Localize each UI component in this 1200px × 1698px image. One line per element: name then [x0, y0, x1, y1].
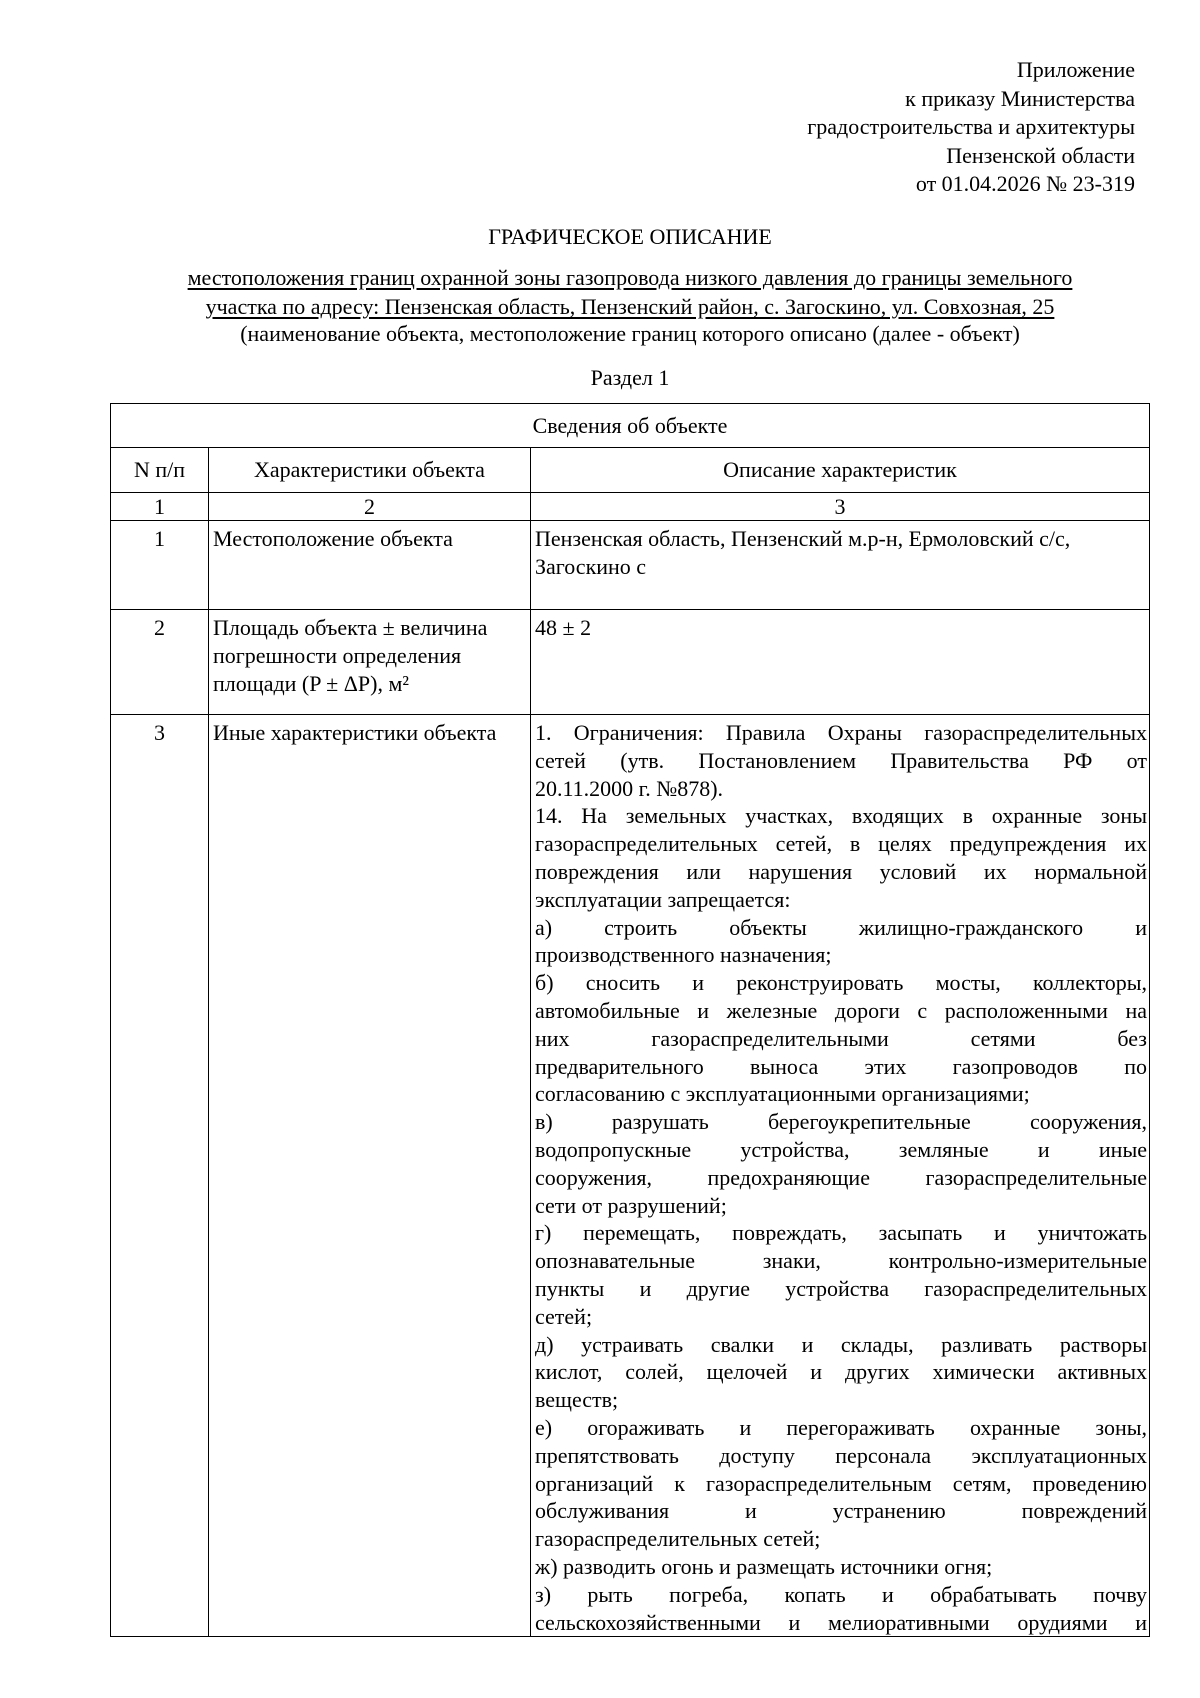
column-numbers-row: [111, 493, 1150, 521]
description-line: газораспределительных сетей;: [535, 1526, 821, 1552]
description-line: организаций к газораспределительным сетям, проведению: [535, 1470, 1147, 1496]
description-line: сооружения, предохраняющие газораспределительные: [535, 1164, 1147, 1190]
row-characteristic: [209, 610, 531, 715]
header-line: Приложение: [1016, 57, 1135, 82]
description-line: автомобильные и железные дороги с расположенными на: [535, 997, 1147, 1023]
description-line: 20.11.2000 г. №878).: [535, 775, 724, 801]
object-name-note: (наименование объекта, местоположение границ которого описано (далее - объект): [240, 321, 1020, 346]
description-line: сети от разрушений;: [535, 1192, 727, 1218]
description-line: препятствовать доступу персонала эксплуатационных: [535, 1442, 1147, 1468]
description-line: водопропускные устройства, земляные и иные: [535, 1136, 1147, 1162]
description-line: сетей;: [535, 1303, 593, 1329]
column-number: 1: [111, 493, 209, 521]
characteristic-line: погрешности определения: [213, 642, 462, 668]
description-line: них газораспределительными сетями без: [535, 1025, 1147, 1051]
description-line: г) перемещать, повреждать, засыпать и уничтожать: [535, 1220, 1147, 1246]
description-line: производственного назначения;: [535, 942, 832, 968]
subtitle-line: местоположения границ охранной зоны газопровода низкого давления до границы земельного: [187, 265, 1073, 290]
description-line: пункты и другие устройства газораспределительных: [535, 1275, 1147, 1301]
row-number: 1: [111, 521, 209, 610]
table-row: [111, 521, 1150, 610]
description-line: е) огораживать и перегораживать охранные зоны,: [535, 1414, 1147, 1440]
header-line: от 01.04.2026 № 23-319: [915, 171, 1135, 196]
description-line: в) разрушать берегоукрепительные сооружения,: [535, 1109, 1147, 1135]
row-description: [531, 715, 1150, 1637]
description-line: газораспределительных сетей, в целях предупреждения их: [535, 831, 1147, 857]
column-number: 3: [531, 493, 1150, 521]
description-line: повреждения или нарушения условий их нормальной: [535, 858, 1147, 884]
description-line: б) сносить и реконструировать мосты, коллекторы,: [535, 970, 1147, 996]
table-header-row: [111, 448, 1150, 493]
table-caption: Сведения об объекте: [111, 404, 1150, 448]
column-header-description: Описание характеристик: [531, 448, 1150, 493]
row-characteristic: Местоположение объекта: [209, 521, 531, 610]
description-line: сельскохозяйственными и мелиоративными орудиями и: [535, 1609, 1147, 1635]
header-line: к приказу Министерства: [905, 85, 1135, 111]
characteristic-line: Площадь объекта ± величина: [213, 615, 488, 640]
section-title: Раздел 1: [590, 365, 670, 390]
approval-header: [535, 56, 1135, 199]
header-line: градостроительства и архитектуры: [807, 114, 1135, 139]
description-line: опознавательные знаки, контрольно-измерительные: [535, 1248, 1147, 1274]
header-line: Пензенской области: [946, 142, 1135, 168]
characteristic-line: площади (P ± ΔP), м²: [213, 670, 409, 696]
document-title: ГРАФИЧЕСКОЕ ОПИСАНИЕ: [488, 224, 772, 249]
table-caption-row: [111, 404, 1150, 448]
subtitle-line: участка по адресу: Пензенская область, Пензенский район, с. Загоскино, ул. Совхозная, 25: [205, 294, 1055, 319]
description-line: эксплуатации запрещается:: [535, 886, 791, 912]
description-line: Загоскино с: [535, 553, 647, 579]
table-row: [111, 715, 1150, 1637]
description-line: согласованию с эксплуатационными организациями;: [535, 1081, 1030, 1107]
description-line: Пензенская область, Пензенский м.р-н, Ермоловский с/с,: [535, 526, 1071, 551]
description-line: веществ;: [535, 1387, 619, 1413]
column-header-characteristic: Характеристики объекта: [209, 448, 531, 493]
description-line: ж) разводить огонь и размещать источники огня;: [535, 1553, 993, 1579]
description-line: кислот, солей, щелочей и других химически активных: [535, 1359, 1147, 1385]
table-row: [111, 610, 1150, 715]
column-header-number: N п/п: [111, 448, 209, 493]
row-number: 2: [111, 610, 209, 715]
document-subtitle: [110, 263, 1150, 321]
description-line: сетей (утв. Постановлением Правительства РФ от: [535, 747, 1147, 773]
row-description: [531, 521, 1150, 610]
column-number: 2: [209, 493, 531, 521]
description-line: а) строить объекты жилищно-гражданского и: [535, 914, 1147, 940]
row-description: 48 ± 2: [531, 610, 1150, 715]
row-characteristic: Иные характеристики объекта: [209, 715, 531, 1637]
description-line: 14. На земельных участках, входящих в охранные зоны: [535, 803, 1147, 829]
description-line: 1. Ограничения: Правила Охраны газораспределительных: [535, 720, 1147, 745]
description-line: з) рыть погреба, копать и обрабатывать почву: [535, 1581, 1147, 1607]
description-line: предварительного выноса этих газопроводов по: [535, 1053, 1147, 1079]
description-line: д) устраивать свалки и склады, разливать растворы: [535, 1331, 1147, 1357]
row-number: 3: [111, 715, 209, 1637]
description-line: обслуживания и устранению повреждений: [535, 1498, 1147, 1524]
object-info-table: [110, 403, 1150, 1637]
